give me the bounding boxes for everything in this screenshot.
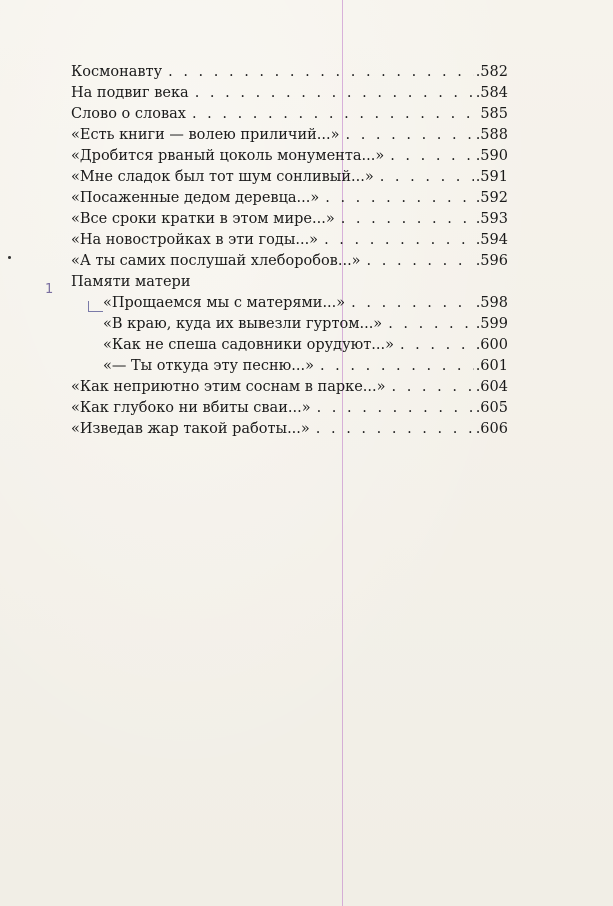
toc-page-number: .582 (475, 64, 508, 80)
toc-dot-leader (388, 146, 474, 167)
toc-page-number: .598 (475, 295, 508, 311)
toc-entry-title: «Мне сладок был тот шум сонливый...» (71, 169, 374, 185)
toc-page-number: .601 (475, 358, 508, 374)
toc-page-number: .593 (475, 211, 508, 227)
toc-entry-title: «В краю, куда их вывезли гуртом...» (103, 316, 383, 332)
toc-entry (71, 356, 508, 377)
toc-entry-title: «Есть книги — волею приличий...» (71, 127, 340, 143)
toc-entry (71, 209, 508, 230)
toc-entry (71, 314, 508, 335)
toc-entry (71, 188, 508, 209)
toc-entry (71, 104, 508, 125)
table-of-contents (71, 62, 508, 440)
toc-page-number: .594 (475, 232, 508, 248)
toc-dot-leader (314, 419, 474, 440)
toc-dot-leader (193, 83, 474, 104)
toc-entry-title: «Посаженные дедом деревца...» (71, 190, 320, 206)
toc-entry-title: «А ты самих послушай хлеборобов...» (71, 253, 361, 269)
toc-page-number: .592 (475, 190, 508, 206)
toc-page-number: .588 (475, 127, 508, 143)
toc-entry (71, 125, 508, 146)
toc-entry (71, 83, 508, 104)
toc-entry (71, 293, 508, 314)
toc-entry (71, 62, 508, 83)
toc-entry-title: «На новостройках в эти годы...» (71, 232, 319, 248)
toc-entry-title: Космонавту (71, 64, 163, 80)
toc-entry-title: «Как неприютно этим соснам в парке...» (71, 379, 386, 395)
toc-page-number: .590 (475, 148, 508, 164)
toc-entry-title: «Как глубоко ни вбиты сваи...» (71, 400, 311, 416)
toc-dot-leader (315, 398, 474, 419)
toc-entry (71, 398, 508, 419)
toc-entry-title: «Изведав жар такой работы...» (71, 421, 310, 437)
toc-entry-title: «Прощаемся мы с матерями...» (103, 295, 346, 311)
toc-dot-leader (386, 314, 474, 335)
toc-entry-title: Слово о словах (71, 106, 186, 122)
toc-dot-leader (323, 188, 473, 209)
toc-page-number: .604 (475, 379, 508, 395)
page-speck (8, 256, 11, 259)
toc-entry-title: На подвиг века (71, 85, 189, 101)
toc-dot-leader (190, 104, 476, 125)
toc-entry (71, 230, 508, 251)
toc-dot-leader (344, 125, 474, 146)
toc-entry (71, 167, 508, 188)
toc-page-number: .596 (475, 253, 508, 269)
toc-page-number: .584 (475, 85, 508, 101)
toc-page-number: .591 (475, 169, 508, 185)
toc-dot-leader (378, 167, 474, 188)
toc-page-number: .605 (475, 400, 508, 416)
toc-dot-leader (349, 293, 474, 314)
toc-dot-leader (339, 209, 474, 230)
toc-entry (71, 419, 508, 440)
toc-dot-leader (389, 377, 473, 398)
toc-entry-title: «Дробится рваный цоколь монумента...» (71, 148, 385, 164)
toc-entry (71, 146, 508, 167)
toc-dot-leader (322, 230, 474, 251)
toc-page-number: .599 (475, 316, 508, 332)
toc-section-heading (71, 272, 508, 293)
toc-entry-title: «Все сроки кратки в этом мире...» (71, 211, 335, 227)
toc-page-number: 585 (480, 106, 508, 122)
toc-dot-leader (166, 62, 474, 83)
toc-entry-title: Памяти матери (71, 274, 191, 290)
toc-dot-leader (398, 335, 474, 356)
toc-entry-title: «— Ты откуда эту песню...» (103, 358, 314, 374)
pencil-margin-note: 1 (45, 282, 54, 297)
toc-entry (71, 335, 508, 356)
toc-dot-leader (365, 251, 474, 272)
toc-entry (71, 377, 508, 398)
toc-entry-title: «Как не спеша садовники орудуют...» (103, 337, 394, 353)
toc-entry (71, 251, 508, 272)
toc-page-number: .600 (475, 337, 508, 353)
toc-page-number: .606 (475, 421, 508, 437)
toc-dot-leader (318, 356, 474, 377)
